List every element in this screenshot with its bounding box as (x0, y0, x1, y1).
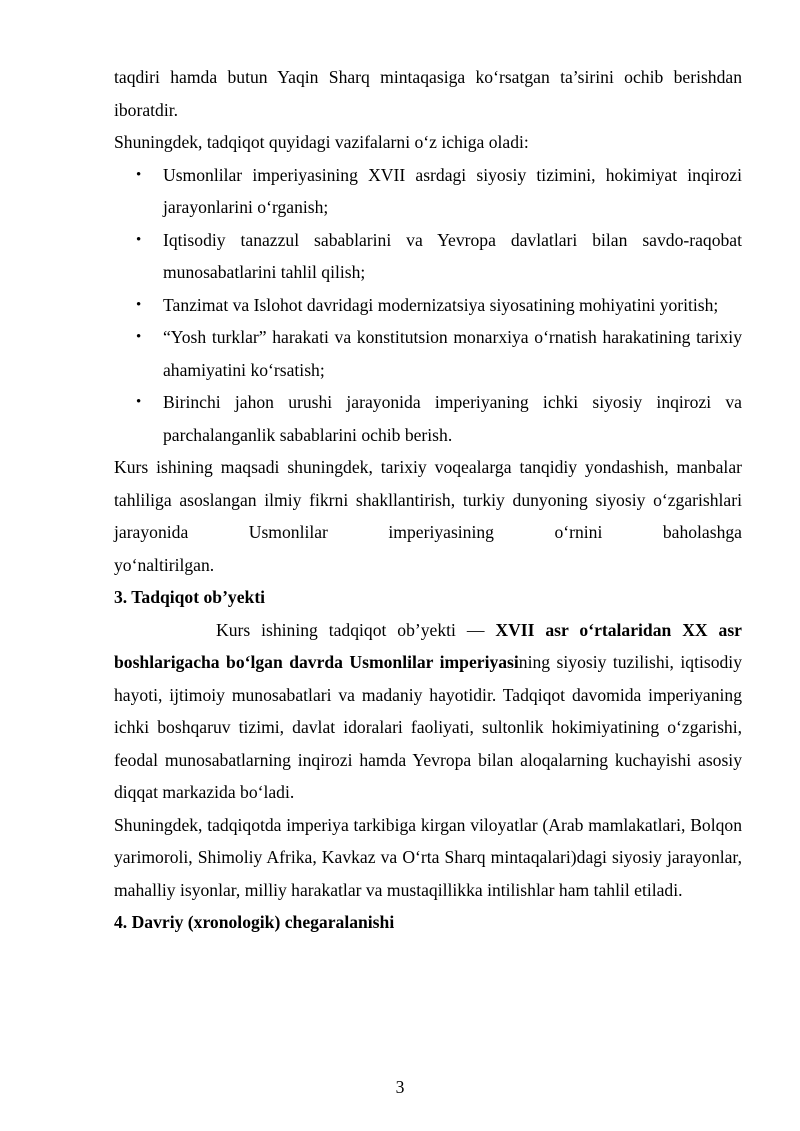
goal-paragraph: Kurs ishining maqsadi shuningdek, tarixiy voqealarga tanqidiy yondashish, manbalar tahliliga asoslangan ilmiy fikrni shakllantirish, turkiy dunyoning siyosiy o‘zgarishlari jarayonida Usmonlilar imperiyasining o‘rnini baholashga (114, 457, 742, 542)
list-item (114, 321, 742, 386)
bullet-icon: • (136, 231, 142, 248)
task-text: Usmonlilar imperiyasining XVII asrdagi siyosiy tizimini, hokimiyat inqirozi jarayonlarini o‘rganish; (163, 164, 742, 217)
tasks-intro-paragraph: Shuningdek, tadqiqot quyidagi vazifalarni o‘z ichiga oladi: (114, 132, 529, 152)
list-item (114, 159, 742, 224)
list-item (114, 289, 742, 322)
task-text: “Yosh turklar” harakati va konstitutsion monarxiya o‘rnatish harakatining tarixiy ahamiyatini ko‘rsatish; (163, 327, 742, 380)
section-heading-3: 3. Tadqiqot ob’yekti (114, 587, 266, 607)
section-heading-4: 4. Davriy (xronologik) chegaralanishi (114, 912, 395, 932)
bullet-icon: • (136, 166, 142, 183)
object-rest-text: ning siyosiy tuzilishi, iqtisodiy hayoti, ijtimoiy munosabatlari va madaniy hayotidir. Tadqiqot davomida imperiyaning ichki boshqaruv tizimi, davlat idoralari faoliyati, sultonlik hokimiyatining o‘zgarishi, feodal munosabatlarning inqirozi hamda Yevropa bilan aloqalarning kuchayishi asosiy diqqat markazida bo‘ladi. (114, 652, 742, 802)
task-text: Iqtisodiy tanazzul sabablarini va Yevropa davlatlari bilan savdo-raqobat munosabatlarini tahlil qilish; (163, 229, 742, 282)
object-bold-text: XVII asr o‘rtalaridan XX asr boshlarigacha bo‘lgan davrda Usmonlilar imperiyasi (114, 619, 742, 672)
bullet-icon: • (136, 394, 142, 410)
regions-paragraph: Shuningdek, tadqiqotda imperiya tarkibiga kirgan viloyatlar (Arab mamlakatlari, Bolqon yarimoroli, Shimoliy Afrika, Kavkaz va O‘rta Sharq mintaqalari)dagi siyosiy jarayonlar, mahalliy isyonlar, milliy harakatlar va mustaqillikka intilishlar ham tahlil etiladi. (114, 814, 742, 900)
bullet-icon: • (136, 296, 142, 313)
tasks-list (114, 159, 742, 452)
goal-paragraph-end: yo‘naltirilgan. (114, 554, 215, 575)
object-lead-text: Kurs ishining tadqiqot ob’yekti — (216, 619, 496, 640)
intro-paragraph: taqdiri hamda butun Yaqin Sharq mintaqasiga ko‘rsatgan ta’sirini ochib berishdan iboratdir. (114, 67, 742, 120)
page-body (114, 61, 742, 939)
list-item (114, 224, 742, 289)
bullet-icon: • (136, 329, 142, 345)
list-item (114, 386, 742, 451)
object-paragraph (114, 614, 742, 809)
page-number: 3 (395, 1077, 405, 1097)
task-text: Birinchi jahon urushi jarayonida imperiyaning ichki siyosiy inqirozi va parchalanganlik sabablarini ochib berish. (163, 392, 742, 445)
task-text: Tanzimat va Islohot davridagi modernizatsiya siyosatining mohiyatini yoritish; (163, 294, 719, 315)
